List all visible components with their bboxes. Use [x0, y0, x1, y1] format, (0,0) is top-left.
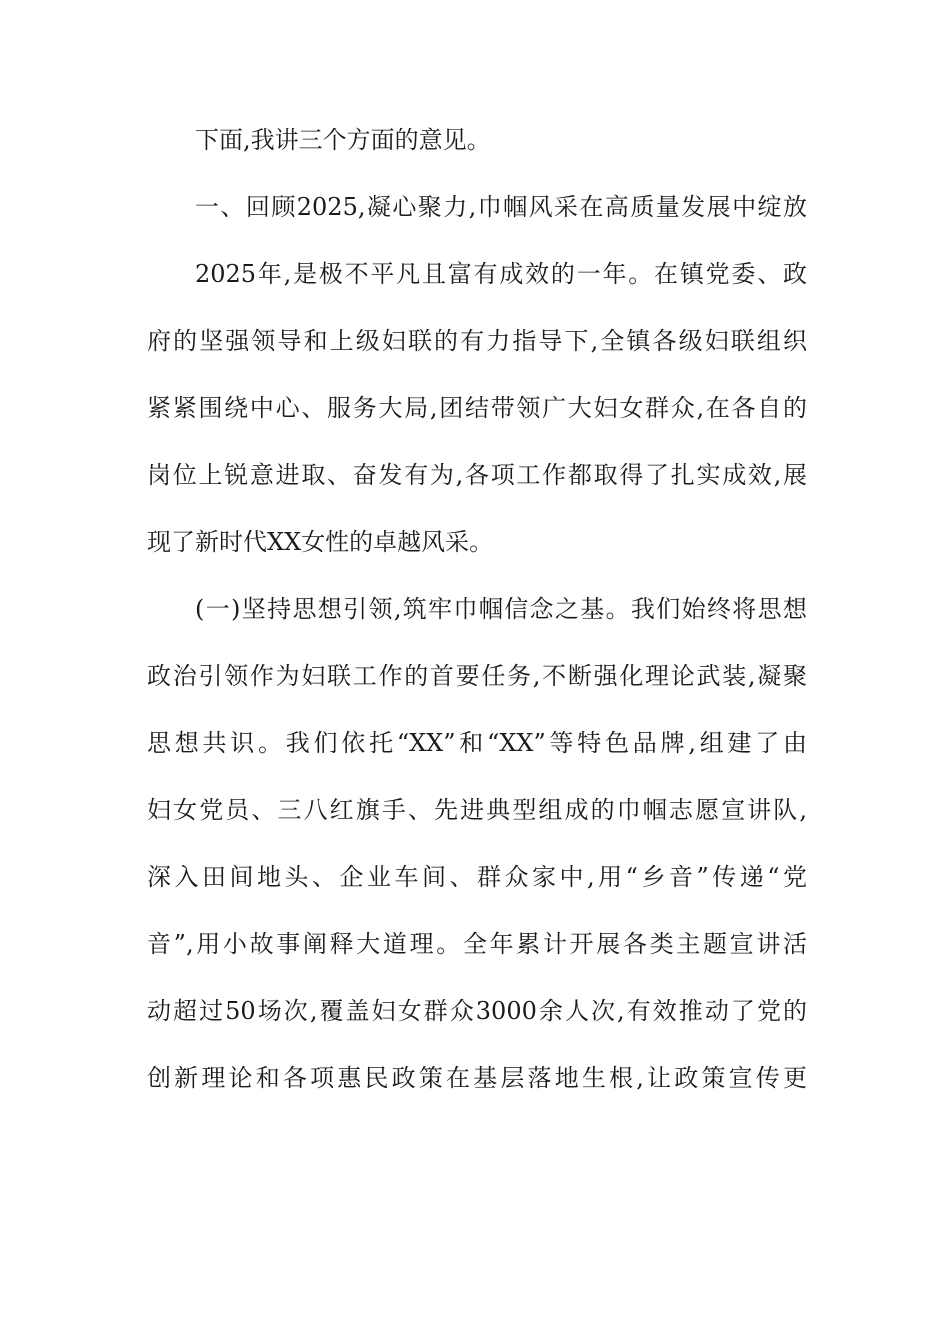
- section-heading-1: 一、回顾2025,凝心聚力,巾帼风采在高质量发展中绽放: [195, 193, 807, 221]
- paragraph-line: (一)坚持思想引领,筑牢巾帼信念之基。我们始终将思想: [195, 595, 807, 623]
- paragraph-line: 深入田间地头、企业车间、群众家中,用“乡音”传递“党: [147, 863, 807, 891]
- paragraph-line: 创新理论和各项惠民政策在基层落地生根,让政策宣传更: [147, 1064, 807, 1092]
- paragraph-intro-line: 下面,我讲三个方面的意见。: [195, 126, 491, 154]
- paragraph-line: 2025年,是极不平凡且富有成效的一年。在镇党委、政: [195, 260, 807, 288]
- paragraph-line: 政治引领作为妇联工作的首要任务,不断强化理论武装,凝聚: [147, 662, 807, 690]
- paragraph-line: 紧紧围绕中心、服务大局,团结带领广大妇女群众,在各自的: [147, 394, 807, 422]
- paragraph-line: 府的坚强领导和上级妇联的有力指导下,全镇各级妇联组织: [147, 327, 807, 355]
- paragraph-line: 思想共识。我们依托“XX”和“XX”等特色品牌,组建了由: [147, 729, 807, 757]
- paragraph-line: 动超过50场次,覆盖妇女群众3000余人次,有效推动了党的: [147, 997, 807, 1025]
- paragraph-line: 岗位上锐意进取、奋发有为,各项工作都取得了扎实成效,展: [147, 461, 807, 489]
- paragraph-line: 妇女党员、三八红旗手、先进典型组成的巾帼志愿宣讲队,: [147, 796, 807, 824]
- paragraph-line: 音”,用小故事阐释大道理。全年累计开展各类主题宣讲活: [147, 930, 807, 958]
- paragraph-line: 现了新时代XX女性的卓越风采。: [147, 528, 494, 556]
